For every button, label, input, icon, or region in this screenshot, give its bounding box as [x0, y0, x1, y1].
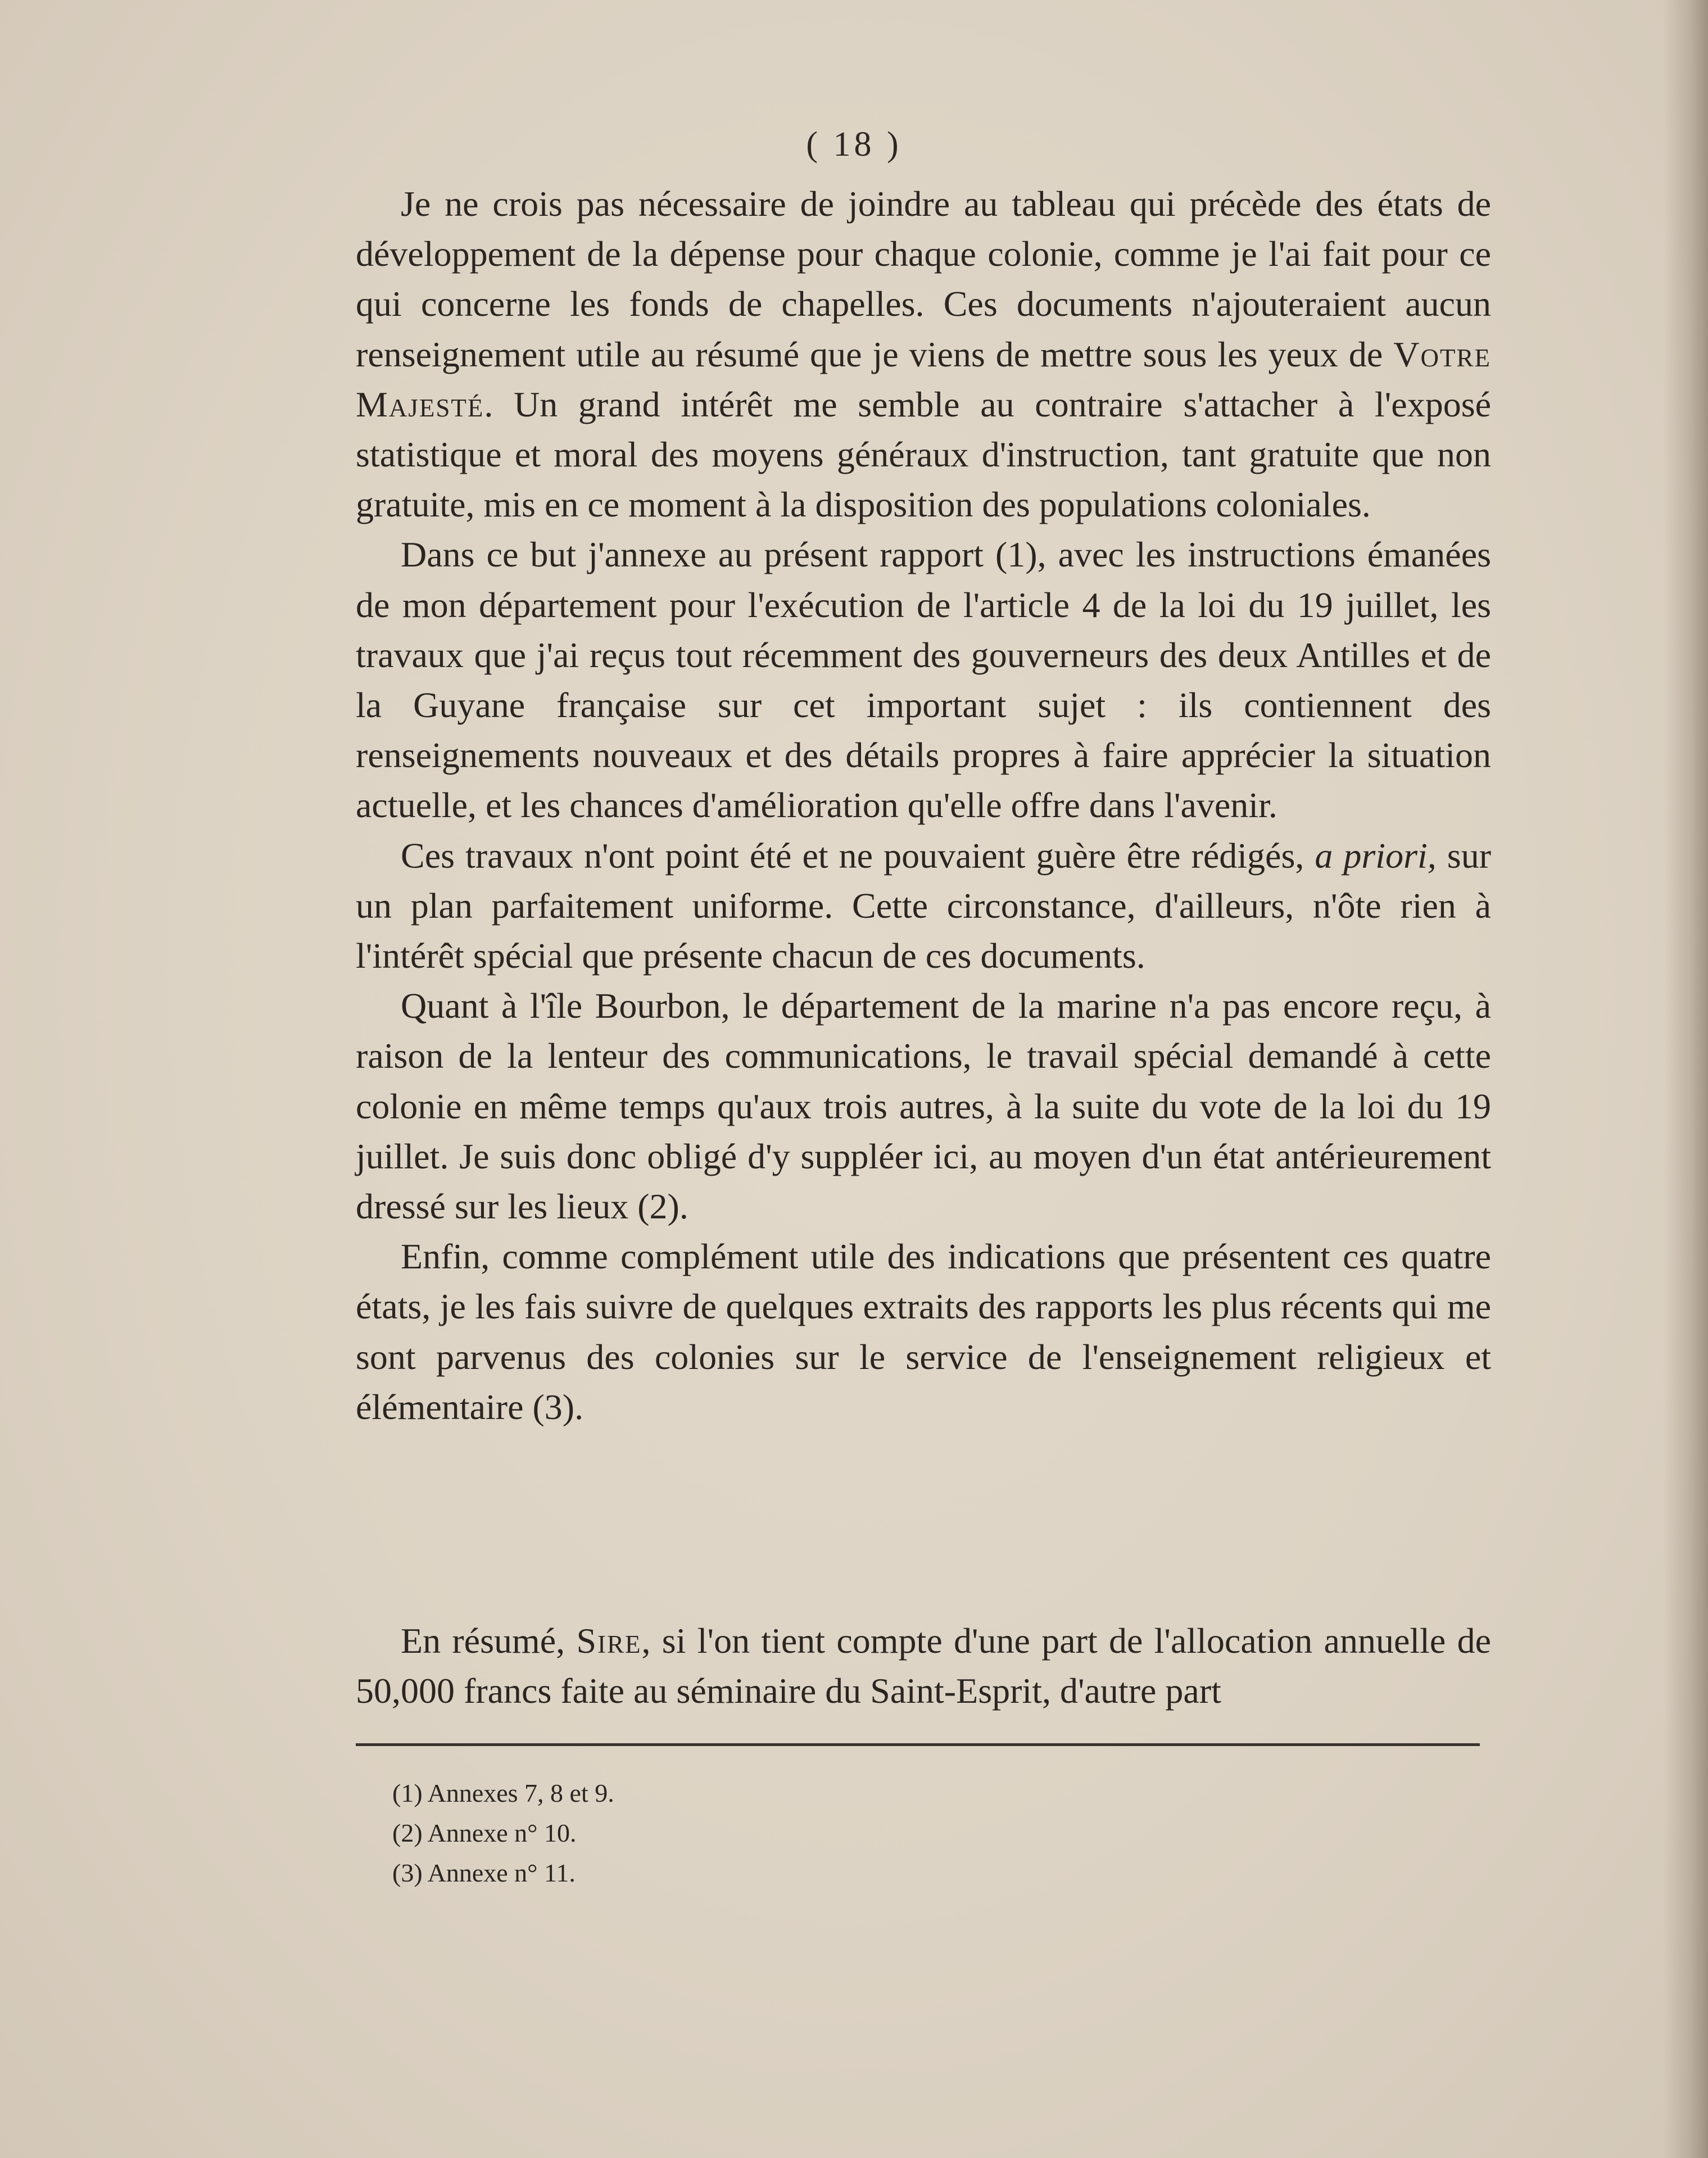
paragraph-3-start: Ces travaux n'ont point été et ne pouvaient guère être rédigés, — [401, 835, 1315, 876]
page-edge-shadow — [1663, 0, 1708, 2158]
footnote-2: (2) Annexe n° 10. — [392, 1819, 577, 1847]
paragraph-1-start: Je ne crois pas nécessaire de joindre au tableau qui précède des états de développement de la dépense pour chaque colonie, comme je l'ai fait pour ce qui concerne les fonds de chapelles. Ces documents n'ajouteraient aucun renseignement utile au résumé que je viens de mettre sous les yeux de — [356, 184, 1491, 374]
main-text — [356, 179, 1491, 1432]
resume-end: , si l'on tient compte d'une part de l'allocation annuelle de 50,000 francs faite au séminaire du Saint-Esprit, d'autre part — [356, 1621, 1491, 1711]
votre-majeste: Votre Majesté — [356, 334, 1491, 424]
paragraph-1 — [356, 179, 1491, 529]
resume-paragraph — [356, 1616, 1491, 1716]
sire: Sire — [576, 1621, 642, 1661]
resume-start: En résumé, — [401, 1621, 577, 1661]
page-number: ( 18 ) — [806, 125, 902, 164]
a-priori: a priori, — [1315, 835, 1437, 876]
footnote-divider — [356, 1743, 1480, 1746]
paragraph-1-end: . Un grand intérêt me semble au contraire s'attacher à l'exposé statistique et moral des moyens généraux d'instruction, tant gratuite que non gratuite, mis en ce moment à la disposition des populations coloniales. — [356, 384, 1491, 525]
paragraph-5: Enfin, comme complément utile des indications que présentent ces quatre états, je les fais suivre de quelques extraits des rapports les plus récents qui me sont parvenus des colonies sur le service de l'enseignement religieux et élémentaire (3). — [356, 1236, 1491, 1427]
footnote-3: (3) Annexe n° 11. — [392, 1858, 576, 1887]
footnote-1: (1) Annexes 7, 8 et 9. — [392, 1779, 614, 1807]
paragraph-3 — [356, 831, 1491, 981]
paragraph-4: Quant à l'île Bourbon, le département de la marine n'a pas encore reçu, à raison de la lenteur des communications, le travail spécial demandé à cette colonie en même temps qu'aux trois autres, à la suite du vote de la loi du 19 juillet. Je suis donc obligé d'y suppléer ici, au moyen d'un état antérieurement dressé sur les lieux (2). — [356, 986, 1491, 1227]
paragraph-2: Dans ce but j'annexe au présent rapport (1), avec les instructions émanées de mon département pour l'exécution de l'article 4 de la loi du 19 juillet, les travaux que j'ai reçus tout récemment des gouverneurs des deux Antilles et de la Guyane française sur cet important sujet : ils contiennent des renseignements nouveaux et des détails propres à faire apprécier la situation actuelle, et les chances d'amélioration qu'elle offre dans l'avenir. — [356, 534, 1491, 826]
footnotes — [392, 1773, 614, 1893]
resume-text — [356, 1616, 1491, 1716]
paragraph-3-end: sur un plan parfaitement uniforme. Cette circonstance, d'ailleurs, n'ôte rien à l'intérêt spécial que présente chacun de ces documents. — [356, 835, 1492, 976]
